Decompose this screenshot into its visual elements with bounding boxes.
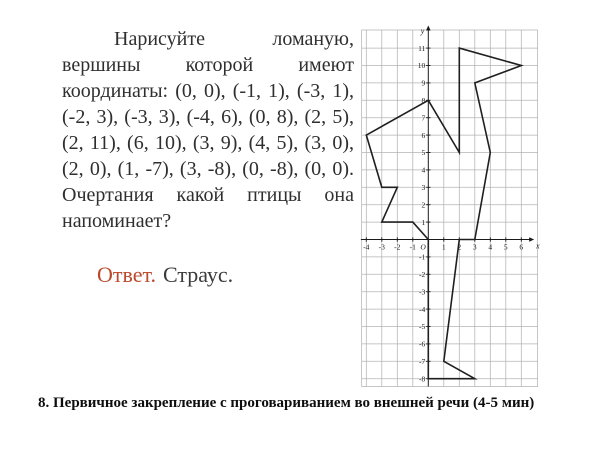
- y-tick-label: 11: [418, 43, 426, 53]
- problem-text-line: (2, 0), (1, -7), (3, -8), (0, -8), (0, 0).: [62, 158, 354, 180]
- y-tick-label: 7: [421, 113, 426, 123]
- x-tick-label: -1: [409, 242, 416, 252]
- x-tick-label: 3: [472, 242, 477, 252]
- answer-line: [97, 262, 233, 288]
- x-axis-arrow: [529, 237, 534, 242]
- x-tick-label: 4: [488, 242, 493, 252]
- problem-text: [62, 26, 354, 234]
- origin-label: O: [420, 242, 426, 252]
- y-tick-label: 4: [421, 165, 426, 175]
- y-axis-label: y: [420, 26, 425, 36]
- y-tick-label: 9: [421, 78, 426, 88]
- y-tick-label: 8: [421, 96, 426, 105]
- y-tick-label: -1: [419, 252, 426, 262]
- x-tick-label: -3: [378, 242, 385, 252]
- y-tick-label: -5: [419, 322, 426, 332]
- footer-stage-title: 8. Первичное закрепление с проговариванием во внешней речи (4-5 мин): [38, 395, 535, 411]
- y-tick-label: -8: [419, 374, 426, 384]
- answer-label: Ответ.: [97, 262, 156, 287]
- y-tick-label: -2: [419, 270, 426, 279]
- y-tick-label: 6: [421, 130, 426, 140]
- problem-text-line: Нарисуйте ломаную,: [114, 28, 354, 50]
- y-tick-label: -3: [419, 287, 426, 297]
- x-tick-label: -4: [363, 242, 370, 252]
- x-tick-label: 5: [503, 242, 508, 252]
- x-tick-label: 2: [457, 242, 462, 252]
- x-tick-label: 1: [441, 242, 446, 252]
- answer-value: Страус.: [163, 262, 234, 287]
- problem-text-line: вершины которой имеют: [62, 54, 354, 76]
- y-tick-label: -4: [419, 304, 426, 314]
- x-tick-label: -2: [394, 242, 401, 252]
- y-tick-label: -6: [419, 339, 426, 349]
- problem-text-line: (2, 11), (6, 10), (3, 9), (4, 5), (3, 0),: [62, 132, 354, 154]
- problem-text-line: напоминает?: [62, 210, 172, 232]
- x-axis-label: x: [536, 241, 540, 251]
- y-tick-label: 3: [421, 183, 426, 192]
- coordinate-grid-chart: [357, 22, 543, 388]
- y-tick-label: 2: [421, 200, 426, 210]
- problem-text-line: Очертания какой птицы она: [62, 184, 354, 206]
- y-axis-arrow: [426, 25, 431, 30]
- y-tick-label: 1: [421, 217, 426, 227]
- problem-text-line: координаты: (0, 0), (-1, 1), (-3, 1),: [62, 80, 354, 102]
- y-tick-label: -7: [419, 357, 426, 366]
- y-tick-label: 5: [421, 148, 426, 158]
- x-tick-label: 6: [519, 242, 524, 252]
- y-tick-label: 10: [417, 61, 426, 71]
- problem-text-line: (-2, 3), (-3, 3), (-4, 6), (0, 8), (2, 5),: [62, 106, 354, 128]
